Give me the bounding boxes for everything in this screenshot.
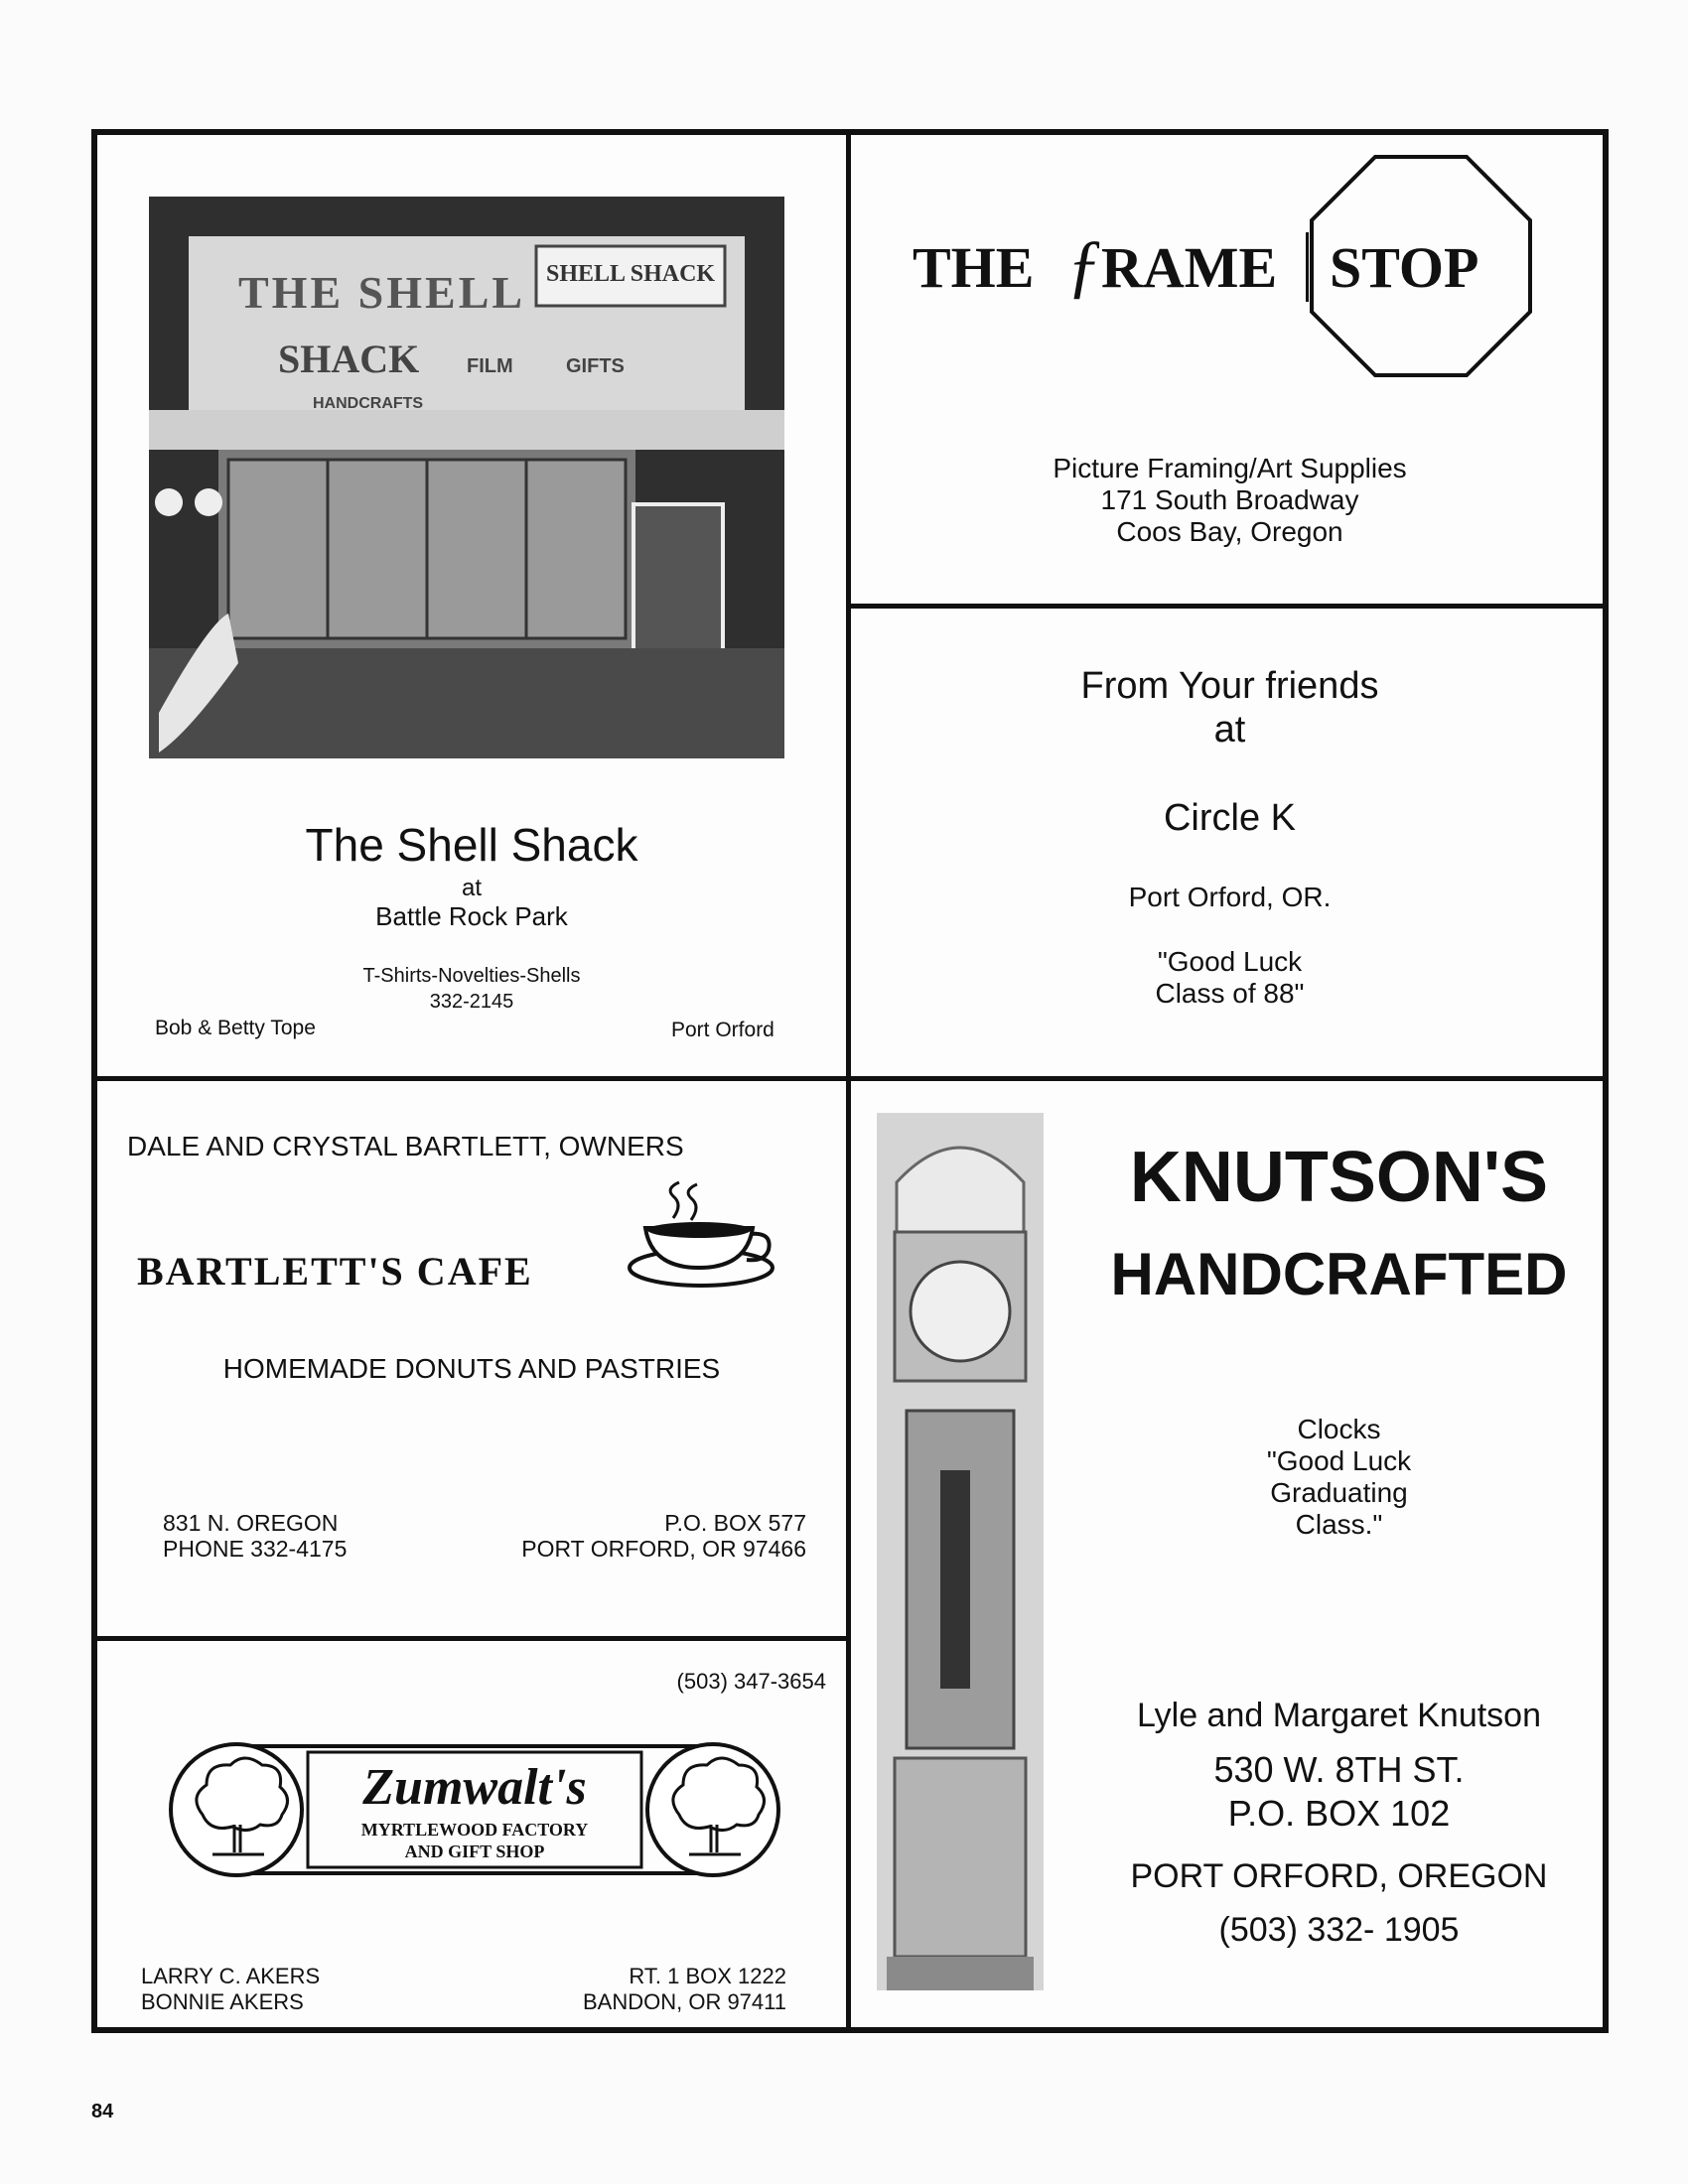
sign-text-shack: SHACK (278, 337, 420, 381)
knutsons-ad (851, 1081, 1609, 2031)
circle-k-wish1: "Good Luck (1157, 946, 1303, 977)
bartletts-phone: PHONE 332-4175 (163, 1536, 348, 1562)
knutsons-pobox: P.O. BOX 102 (1227, 1793, 1451, 1834)
sign-text-handcrafts: HANDCRAFTS (313, 395, 424, 412)
frame-stop-the: THE (913, 235, 1035, 300)
knutsons-l3: Graduating (1270, 1477, 1408, 1508)
tree-icon (659, 1755, 769, 1864)
zumwalts-sub1: MYRTLEWOOD FACTORY (360, 1820, 589, 1840)
frame-stop-ad (851, 135, 1609, 604)
sign-text-shell-shack: SHELL SHACK (546, 261, 716, 287)
knutsons-l1: Clocks (1297, 1414, 1381, 1444)
bartletts-owners: DALE AND CRYSTAL BARTLETT, OWNERS (127, 1131, 684, 1161)
sign-text-film: FILM (467, 355, 513, 377)
knutsons-l4: Class." (1295, 1509, 1383, 1540)
circle-k-town: Port Orford, OR. (1128, 882, 1332, 912)
shell-shack-at: at (461, 875, 482, 901)
knutsons-l2: "Good Luck (1266, 1445, 1412, 1476)
shell-shack-owners: Bob & Betty Tope (155, 1017, 316, 1039)
zumwalts-name: Zumwalt's (362, 1759, 587, 1816)
tree-icon (183, 1755, 292, 1864)
bartletts-tagline: HOMEMADE DONUTS AND PASTRIES (222, 1353, 721, 1384)
knutsons-street: 530 W. 8TH ST. (1213, 1749, 1465, 1790)
frame-stop-line1: Picture Framing/Art Supplies (1053, 453, 1407, 483)
shell-shack-place: Battle Rock Park (375, 901, 568, 931)
storefront-photo (149, 197, 784, 758)
zumwalts-person2: BONNIE AKERS (141, 1989, 304, 2014)
knutsons-title1: KNUTSON'S (1129, 1138, 1549, 1217)
shell-shack-products: T-Shirts-Novelties-Shells (362, 965, 581, 987)
bartletts-address: 831 N. OREGON (163, 1510, 339, 1536)
bartletts-pobox: P.O. BOX 577 (664, 1510, 806, 1536)
circle-k-ad (851, 609, 1609, 1076)
knutsons-owners: Lyle and Margaret Knutson (1137, 1697, 1541, 1734)
shell-shack-name: The Shell Shack (305, 819, 638, 871)
knutsons-phone: (503) 332- 1905 (1218, 1911, 1460, 1949)
zumwalts-route: RT. 1 BOX 1222 (629, 1964, 786, 1988)
page-number: 84 (91, 2101, 114, 2122)
circle-k-name: Circle K (1163, 797, 1297, 839)
grandfather-clock-photo (877, 1113, 1044, 1990)
zumwalts-ad (97, 1641, 846, 2031)
knutsons-city: PORT ORFORD, OREGON (1130, 1857, 1548, 1895)
shell-shack-town: Port Orford (671, 1019, 774, 1041)
frame-stop-line2: 171 South Broadway (1100, 484, 1359, 515)
bartletts-ad (97, 1081, 846, 1636)
circle-k-line1: From Your friends (1080, 665, 1379, 707)
ad-page-frame (91, 129, 1609, 2033)
frame-stop-frame: RAME (1101, 235, 1278, 300)
frame-stop-stop: STOP (1330, 235, 1479, 300)
knutsons-title2: HANDCRAFTED (1110, 1241, 1568, 1307)
zumwalts-sub2: AND GIFT SHOP (404, 1842, 545, 1861)
bartletts-city: PORT ORFORD, OR 97466 (521, 1536, 806, 1562)
circle-k-wish2: Class of 88" (1155, 978, 1305, 1009)
frame-stop-line3: Coos Bay, Oregon (1116, 516, 1343, 547)
shell-shack-phone: 332-2145 (429, 991, 514, 1013)
zumwalts-city: BANDON, OR 97411 (582, 1989, 786, 2014)
frame-stop-f-glyph: ƒ (1066, 225, 1102, 305)
coffee-cup-icon (624, 1180, 782, 1290)
sign-text-gifts: GIFTS (566, 355, 625, 377)
circle-k-line2: at (1213, 709, 1246, 751)
sign-text-the-shell: THE SHELL (238, 267, 526, 318)
shell-shack-ad (97, 135, 846, 1076)
zumwalts-person1: LARRY C. AKERS (141, 1964, 321, 1988)
zumwalts-phone: (503) 347-3654 (676, 1669, 826, 1694)
bartletts-name: BARTLETT'S CAFE (137, 1249, 533, 1294)
